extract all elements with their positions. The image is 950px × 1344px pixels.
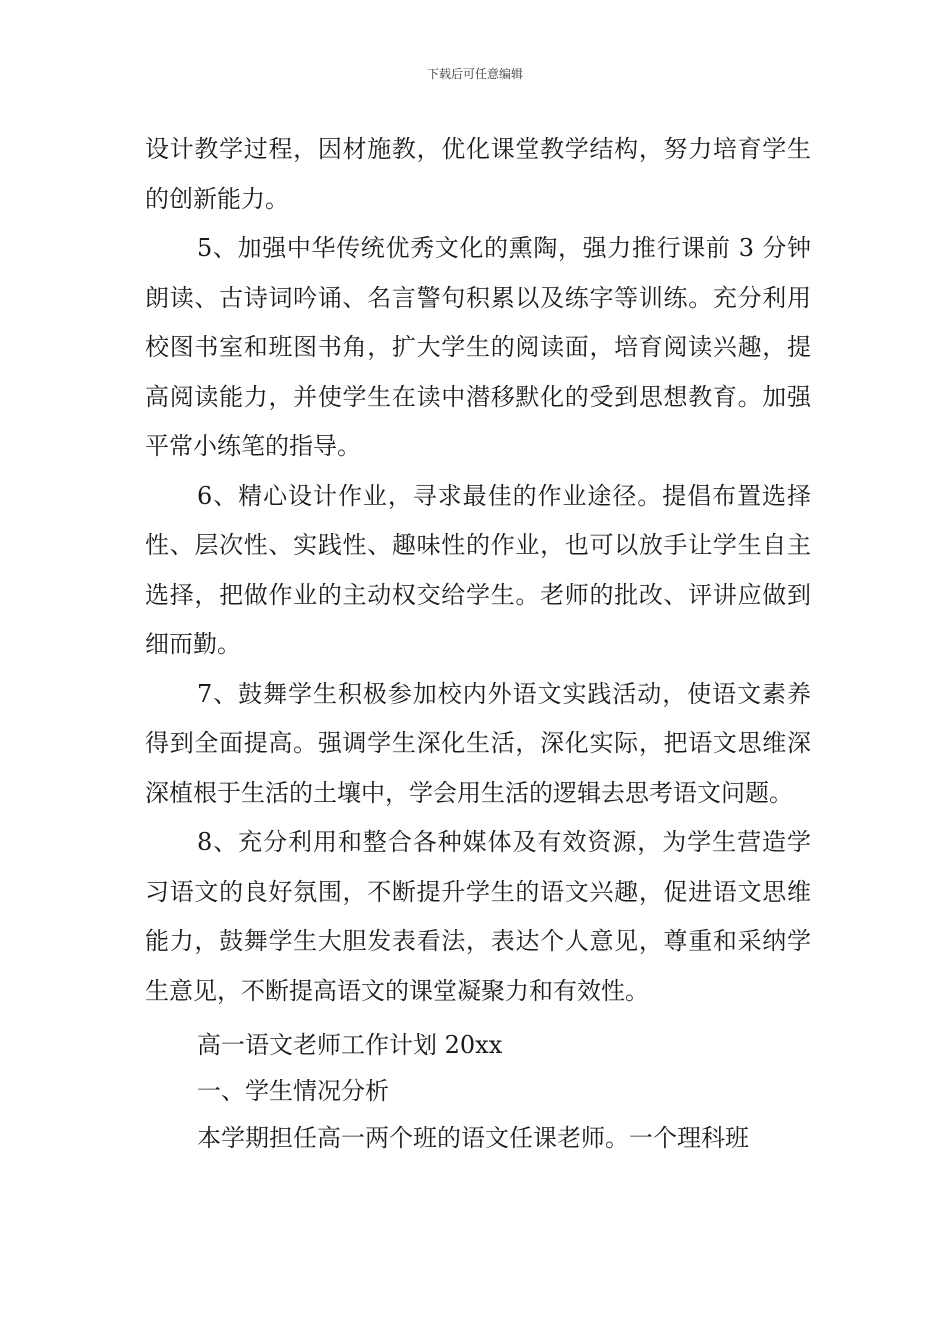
document-title: 高一语文老师工作计划 20xx: [197, 1031, 503, 1059]
paragraph-continued: 设计教学过程，因材施教，优化课堂教学结构，努力培育学生的创新能力。: [145, 135, 811, 213]
page-header: 下载后可任意编辑: [426, 67, 523, 81]
section-heading: 一、学生情况分析: [197, 1077, 389, 1105]
paragraph-item-5: 5、加强中华传统优秀文化的熏陶，强力推行课前 3 分钟朗读、古诗词吟诵、名言警句积累以及练字等训练。充分利用校图书室和班图书角，扩大学生的阅读面，培育阅读兴趣，提高阅读能力，并使学生在读中潜移默化的受到思想教育。加强平常小练笔的指导。: [145, 234, 811, 460]
paragraph-item-6: 6、精心设计作业，寻求最佳的作业途径。提倡布置选择性、层次性、实践性、趣味性的作业，也可以放手让学生自主选择，把做作业的主动权交给学生。老师的批改、评讲应做到细而勤。: [145, 481, 811, 658]
document-body: [145, 125, 811, 1164]
paragraph-item-8: 8、充分利用和整合各种媒体及有效资源，为学生营造学习语文的良好氛围，不断提升学生的语文兴趣，促进语文思维能力，鼓舞学生大胆发表看法，表达个人意见，尊重和采纳学生意见，不断提高语文的课堂凝聚力和有效性。: [145, 828, 811, 1005]
paragraph-section-1: 本学期担任高一两个班的语文任课老师。一个理科班: [197, 1124, 749, 1152]
paragraph-item-7: 7、鼓舞学生积极参加校内外语文实践活动，使语文素养得到全面提高。强调学生深化生活，深化实际，把语文思维深深植根于生活的土壤中，学会用生活的逻辑去思考语文问题。: [145, 679, 811, 807]
